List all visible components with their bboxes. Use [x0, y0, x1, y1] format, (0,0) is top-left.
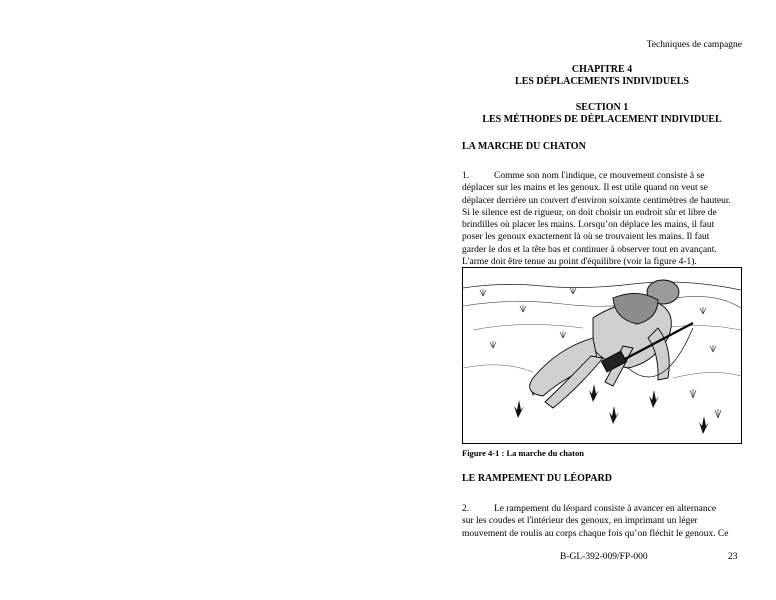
page-number: 23 [728, 552, 738, 562]
subsection-heading-leopard: LE RAMPEMENT DU LÉOPARD [462, 473, 612, 484]
paragraph-2 [462, 503, 744, 540]
crawling-soldier-drawing [463, 268, 741, 443]
paragraph-number: 1. [462, 171, 470, 181]
paragraph-line: déplacer sur les mains et les genoux. Il est utile quand on veut se [462, 183, 708, 194]
paragraph-1 [462, 170, 744, 268]
running-head: Techniques de campagne [646, 40, 742, 50]
figure-illustration [462, 267, 742, 444]
chapter-number: CHAPITRE 4 [571, 64, 633, 75]
paragraph-line: Si le silence est de rigueur, on doit choisir un endroit sûr et libre de [462, 207, 717, 218]
paragraph-line: mouvement de roulis au corps chaque fois qu’on fléchit le genoux. Ce [462, 528, 729, 539]
paragraph-number: 2. [462, 504, 470, 514]
paragraph-line: 1. Comme son nom l'indique, ce mouvement consiste à se [462, 171, 705, 181]
paragraph-line: 2. Le rampement du léopard consiste à avancer en alternance [462, 504, 717, 514]
paragraph-line: sur les coudes et l'intérieur des genoux, en imprimant un léger [462, 516, 698, 527]
chapter-name: LES DÉPLACEMENTS INDIVIDUELS [515, 76, 689, 87]
paragraph-line: poser les genoux exactement là où se trouvaient les mains. Il faut [462, 232, 710, 243]
chapter-title [462, 64, 742, 88]
paragraph-line: L'arme doit être tenue au point d'équilibre (voir la figure 4-1). [462, 257, 697, 268]
section-title [462, 102, 742, 126]
paragraph-line: déplacer derrière un couvert d'environ soixante centimètres de hauteur. [462, 195, 731, 206]
paragraph-line: brindilles où placer les mains. Lorsqu’on déplace les mains, il faut [462, 220, 715, 231]
document-code: B-GL-392-009/FP-000 [560, 552, 648, 562]
section-name: LES MÉTHODES DE DÉPLACEMENT INDIVIDUEL [482, 114, 722, 125]
section-number: SECTION 1 [575, 102, 629, 113]
figure-caption: Figure 4-1 : La marche du chaton [462, 448, 584, 458]
paragraph-line: garder le dos et la tête bas et continuer à observer tout en avançant. [462, 244, 717, 255]
subsection-heading-chaton: LA MARCHE DU CHATON [462, 141, 586, 152]
